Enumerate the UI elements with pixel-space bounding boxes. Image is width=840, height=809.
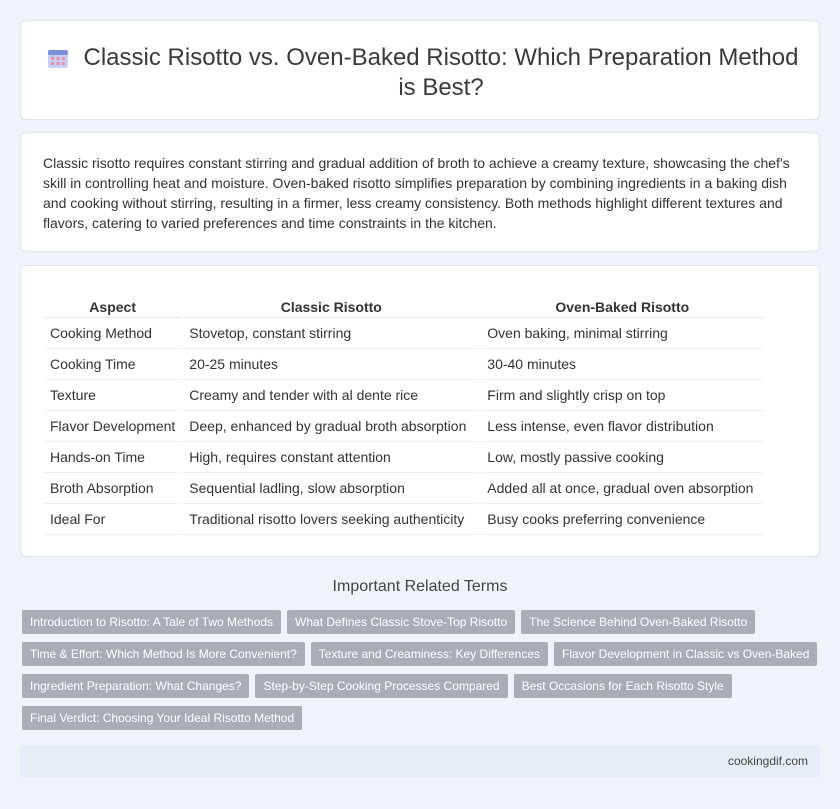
table-header-row [44, 296, 763, 318]
table-cell: Added all at once, gradual oven absorption [481, 473, 763, 504]
related-term-tag[interactable]: Step-by-Step Cooking Processes Compared [255, 674, 507, 698]
table-cell: Traditional risotto lovers seeking authenticity [183, 504, 479, 535]
table-cell: High, requires constant attention [183, 442, 479, 473]
header-aspect: Aspect [44, 296, 181, 318]
related-term-tag[interactable]: The Science Behind Oven-Baked Risotto [521, 610, 755, 634]
related-term-tag[interactable]: Ingredient Preparation: What Changes? [22, 674, 249, 698]
related-term-tag[interactable]: Texture and Creaminess: Key Differences [311, 642, 548, 666]
table-cell: Ideal For [44, 504, 181, 535]
related-term-tag[interactable]: Introduction to Risotto: A Tale of Two Methods [22, 610, 281, 634]
table-cell: Cooking Time [44, 349, 181, 380]
table-cell: Cooking Method [44, 318, 181, 349]
table-row [44, 473, 763, 504]
header-classic-risotto: Classic Risotto [183, 296, 479, 318]
table-cell: Less intense, even flavor distribution [481, 411, 763, 442]
table-cell: Broth Absorption [44, 473, 181, 504]
table-cell: Deep, enhanced by gradual broth absorption [183, 411, 479, 442]
page-title: Classic Risotto vs. Oven-Baked Risotto: Which Preparation Method is Best? [83, 44, 799, 101]
table-cell: Texture [44, 380, 181, 411]
table-row [44, 349, 763, 380]
table-cell: Busy cooks preferring convenience [481, 504, 763, 535]
table-cell: Flavor Development [44, 411, 181, 442]
table-row [44, 318, 763, 349]
footer [20, 745, 820, 777]
table-row [44, 442, 763, 473]
intro-card [20, 132, 820, 252]
comparison-table-card [20, 265, 820, 557]
table-row [44, 411, 763, 442]
related-terms-list [22, 610, 822, 738]
related-term-tag[interactable]: Final Verdict: Choosing Your Ideal Risotto Method [22, 706, 302, 730]
related-terms-title: Important Related Terms [332, 578, 508, 595]
table-cell: Hands-on Time [44, 442, 181, 473]
footer-site-link[interactable]: cookingdif.com [727, 754, 808, 768]
table-cell: Creamy and tender with al dente rice [183, 380, 479, 411]
related-term-tag[interactable]: Best Occasions for Each Risotto Style [514, 674, 732, 698]
table-cell: Stovetop, constant stirring [183, 318, 479, 349]
table-cell: Sequential ladling, slow absorption [183, 473, 479, 504]
table-cell: Oven baking, minimal stirring [481, 318, 763, 349]
intro-paragraph: Classic risotto requires constant stirring and gradual addition of broth to achieve a creamy texture, showcasing the chef's skill in controlling heat and moisture. Oven-baked risotto simplifies preparation by combining ingredients in a baking dish and cooking without stirring, resulting in a firmer, less creamy consistency. Both methods highlight different textures and flavors, catering to varied preferences and time constraints in the kitchen. [43, 155, 790, 231]
related-term-tag[interactable]: Flavor Development in Classic vs Oven-Baked [554, 642, 817, 666]
table-cell: 20-25 minutes [183, 349, 479, 380]
comparison-table [42, 296, 765, 535]
table-row [44, 504, 763, 535]
related-term-tag[interactable]: What Defines Classic Stove-Top Risotto [287, 610, 515, 634]
table-cell: Low, mostly passive cooking [481, 442, 763, 473]
header-oven-baked-risotto: Oven-Baked Risotto [481, 296, 763, 318]
table-row [44, 380, 763, 411]
table-cell: Firm and slightly crisp on top [481, 380, 763, 411]
related-term-tag[interactable]: Time & Effort: Which Method Is More Convenient? [22, 642, 305, 666]
table-cell: 30-40 minutes [481, 349, 763, 380]
header-card [20, 20, 820, 120]
